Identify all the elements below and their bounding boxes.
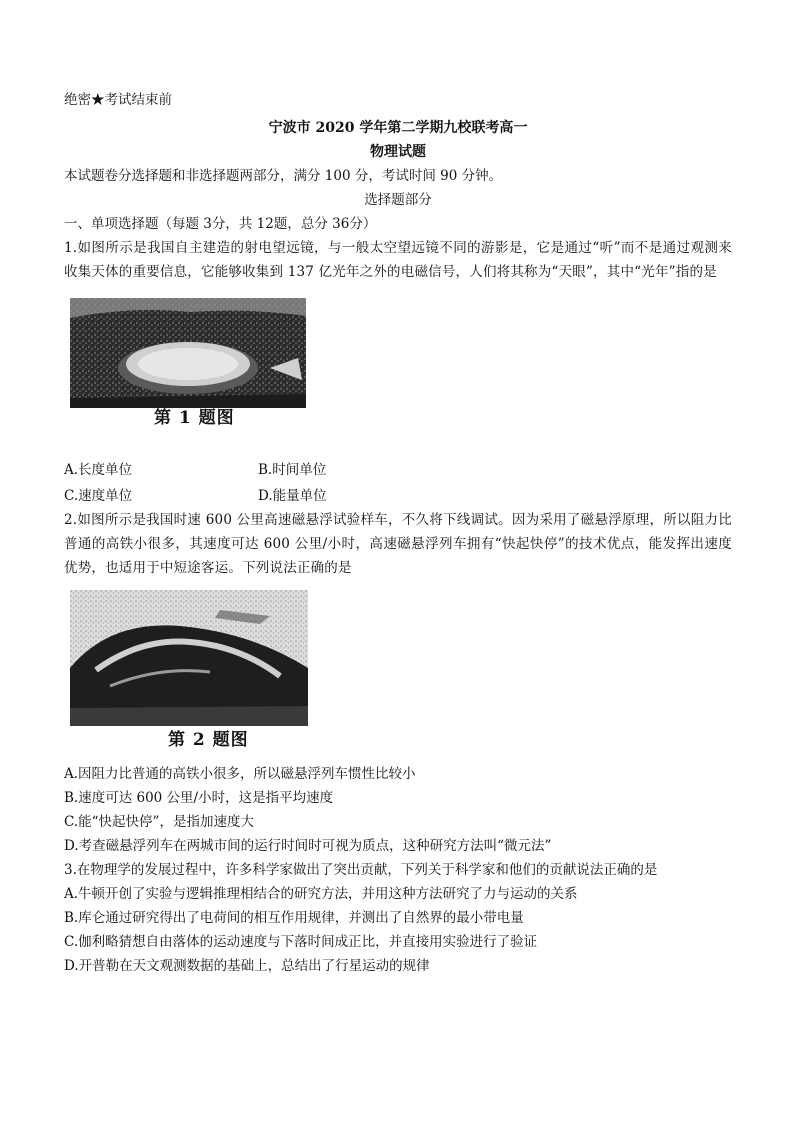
question-1-stem: 1.如图所示是我国自主建造的射电望远镜，与一般太空望远镜不同的游影是，它是通过“听”而不是通过观测来收集天体的重要信息，它能够收集到 137 亿光年之外的电磁信号，人们将其称为“天眼”，其中“光年”指的是 — [64, 240, 732, 280]
question-3-option-c[interactable]: C.伽利略猜想自由落体的运动速度与下落时间成正比，并直接用实验进行了验证 — [64, 934, 538, 950]
question-2-option-c[interactable]: C.能“快起快停”，是指加速度大 — [64, 814, 254, 830]
question-1-option-a[interactable]: A.长度单位 — [64, 462, 133, 478]
part-heading: 选择题部分 — [364, 192, 432, 208]
question-3-option-b[interactable]: B.库仑通过研究得出了电荷间的相互作用规律，并测出了自然界的最小带电量 — [64, 910, 524, 926]
question-1-figure — [70, 298, 732, 428]
question-1-caption: 第 1 题图 — [154, 408, 235, 428]
question-1-option-c[interactable]: C.速度单位 — [64, 488, 133, 504]
section-heading: 一、单项选择题（每题 3分，共 12题，总分 36分） — [64, 216, 377, 232]
question-3-option-a[interactable]: A.牛顿开创了实验与逻辑推理相结合的研究方法，并用这种方法研究了力与运动的关系 — [64, 886, 578, 902]
question-2-option-b[interactable]: B.速度可达 600 公里/小时，这是指平均速度 — [64, 790, 334, 806]
maglev-train-image — [70, 590, 308, 726]
question-3-option-d[interactable]: D.开普勒在天文观测数据的基础上，总结出了行星运动的规律 — [64, 958, 430, 974]
secret-label: 绝密★考试结束前 — [64, 92, 172, 108]
exam-intro: 本试题卷分选择题和非选择题两部分，满分 100 分，考试时间 90 分钟。 — [64, 168, 503, 184]
question-3-stem: 3.在物理学的发展过程中，许多科学家做出了突出贡献，下列关于科学家和他们的贡献说法正确的是 — [64, 862, 658, 878]
exam-page — [64, 88, 732, 978]
question-1-options-row-2 — [64, 484, 732, 508]
question-1-options-row-1 — [64, 458, 732, 482]
exam-title: 宁波市 2020 学年第二学期九校联考高一 — [268, 120, 528, 136]
question-1-option-b[interactable]: B.时间单位 — [258, 462, 327, 478]
question-2-caption: 第 2 题图 — [168, 730, 249, 750]
question-2-option-a[interactable]: A.因阻力比普通的高铁小很多，所以磁悬浮列车惯性比较小 — [64, 766, 416, 782]
question-1-option-d[interactable]: D.能量单位 — [258, 488, 327, 504]
subject-title: 物理试题 — [370, 144, 426, 160]
question-2-stem: 2.如图所示是我国时速 600 公里高速磁悬浮试验样车，不久将下线调试。因为采用了磁悬浮原理，所以阻力比普通的高铁小很多，其速度可达 600 公里/小时，高速磁悬浮列车拥有“快起快停”的技术优点，能发挥出速度优势，也适用于中短途客运。下列说法正确的是 — [64, 512, 732, 576]
radio-telescope-image — [70, 298, 306, 408]
question-2-option-d[interactable]: D.考查磁悬浮列车在两城市间的运行时间时可视为质点，这种研究方法叫“微元法” — [64, 838, 552, 854]
question-2-figure — [70, 590, 732, 750]
